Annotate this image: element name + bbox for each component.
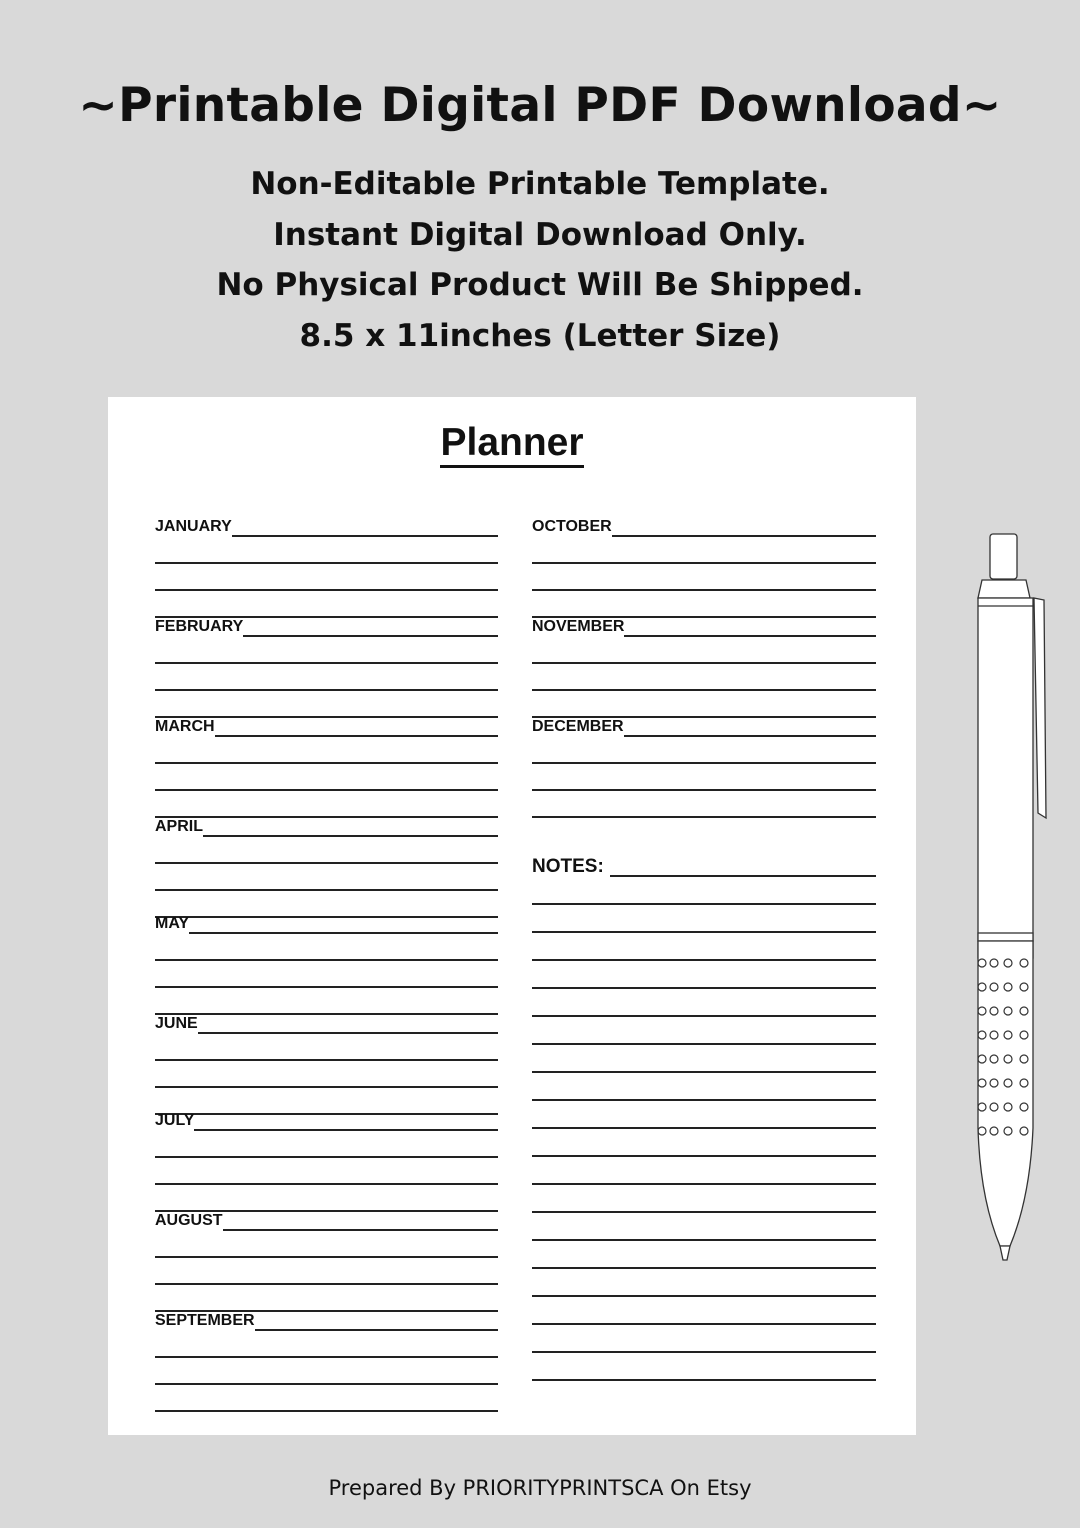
write-line: [532, 791, 876, 818]
write-line: [532, 737, 876, 764]
write-line: [532, 1325, 876, 1353]
month-block: [532, 510, 876, 610]
write-line: [155, 864, 498, 891]
write-line: [532, 1101, 876, 1129]
month-header: [155, 1204, 498, 1231]
month-header: [155, 710, 498, 737]
write-line: [155, 1231, 498, 1258]
write-line: [532, 764, 876, 791]
write-line: [155, 737, 498, 764]
write-line: [155, 1061, 498, 1088]
write-line: [155, 1358, 498, 1385]
write-line: [532, 1269, 876, 1297]
write-line: [532, 1297, 876, 1325]
write-line: [532, 933, 876, 961]
left-column: [155, 510, 498, 1404]
month-label: JUNE: [155, 1015, 198, 1032]
planner-title-text: Planner: [440, 421, 583, 468]
write-line: [532, 877, 876, 905]
month-label: AUGUST: [155, 1212, 223, 1229]
month-label: MAY: [155, 915, 190, 932]
planner-title: [108, 421, 916, 465]
month-header: [532, 610, 876, 637]
write-line: [532, 905, 876, 933]
month-block: [532, 710, 876, 810]
month-block: [155, 1204, 498, 1304]
month-label: NOVEMBER: [532, 618, 625, 635]
write-line: [155, 961, 498, 988]
month-label: JULY: [155, 1112, 195, 1129]
write-line: [532, 1129, 876, 1157]
month-block: [155, 710, 498, 810]
write-line: [532, 1073, 876, 1101]
footer-credit: Prepared By PRIORITYPRINTSCA On Etsy: [328, 1476, 752, 1500]
write-line: [223, 1204, 498, 1231]
write-line: [194, 1104, 498, 1131]
write-line: [532, 961, 876, 989]
subheading-line: No Physical Product Will Be Shipped.: [216, 267, 864, 303]
write-line: [532, 989, 876, 1017]
write-line: [532, 1213, 876, 1241]
write-line: [532, 664, 876, 691]
write-line: [155, 1158, 498, 1185]
write-line: [532, 637, 876, 664]
write-line: [532, 1017, 876, 1045]
write-line: [155, 1034, 498, 1061]
month-block: [155, 610, 498, 710]
headline: ~Printable Digital PDF Download~: [78, 78, 1002, 133]
subheading-line: 8.5 x 11inches (Letter Size): [299, 317, 781, 354]
write-line: [155, 664, 498, 691]
write-line: [532, 1185, 876, 1213]
month-header: [155, 510, 498, 537]
write-line: [155, 837, 498, 864]
month-label: DECEMBER: [532, 718, 624, 735]
write-line: [155, 537, 498, 564]
month-block: [155, 810, 498, 907]
write-line: [532, 537, 876, 564]
write-line: [624, 710, 876, 737]
notes-header: [532, 845, 876, 877]
write-line: [203, 810, 498, 837]
write-line: [624, 610, 876, 637]
month-label: OCTOBER: [532, 518, 612, 535]
month-header: [155, 907, 498, 934]
month-block: [155, 907, 498, 1007]
subheading-line: Non-Editable Printable Template.: [250, 166, 830, 202]
month-block: [532, 610, 876, 710]
month-header: [532, 510, 876, 537]
write-line: [155, 1385, 498, 1412]
write-line: [155, 1331, 498, 1358]
month-label: MARCH: [155, 718, 215, 735]
write-line: [532, 1241, 876, 1269]
month-header: [155, 610, 498, 637]
month-header: [155, 1304, 498, 1331]
write-line: [155, 934, 498, 961]
write-line: [155, 637, 498, 664]
write-line: [215, 710, 498, 737]
month-block: [155, 1304, 498, 1404]
write-line: [232, 510, 498, 537]
month-label: FEBRUARY: [155, 618, 244, 635]
write-line: [155, 764, 498, 791]
write-line: [155, 1258, 498, 1285]
month-block: [155, 1007, 498, 1104]
write-line: [532, 1353, 876, 1381]
month-header: [155, 1104, 498, 1131]
month-header: [155, 810, 498, 837]
write-line: [532, 1045, 876, 1073]
month-header: [155, 1007, 498, 1034]
write-line: [532, 564, 876, 591]
right-column: [532, 510, 876, 1381]
notes-label: NOTES:: [532, 856, 604, 877]
month-header: [532, 710, 876, 737]
write-line: [155, 564, 498, 591]
month-label: APRIL: [155, 818, 203, 835]
write-line: [255, 1304, 498, 1331]
month-label: JANUARY: [155, 518, 232, 535]
notes-section: [532, 845, 876, 1381]
write-line: [198, 1007, 498, 1034]
write-line: [612, 510, 876, 537]
write-line: [189, 907, 498, 934]
write-line: [243, 610, 498, 637]
write-line: [155, 1131, 498, 1158]
month-label: SEPTEMBER: [155, 1312, 255, 1329]
month-block: [155, 510, 498, 610]
subheading-line: Instant Digital Download Only.: [273, 216, 807, 253]
write-line: [610, 845, 876, 877]
pen-illustration: [968, 528, 1052, 1268]
planner-sheet: [108, 397, 916, 1435]
subheading-block: [0, 162, 1080, 364]
write-line: [532, 1157, 876, 1185]
month-block: [155, 1104, 498, 1204]
